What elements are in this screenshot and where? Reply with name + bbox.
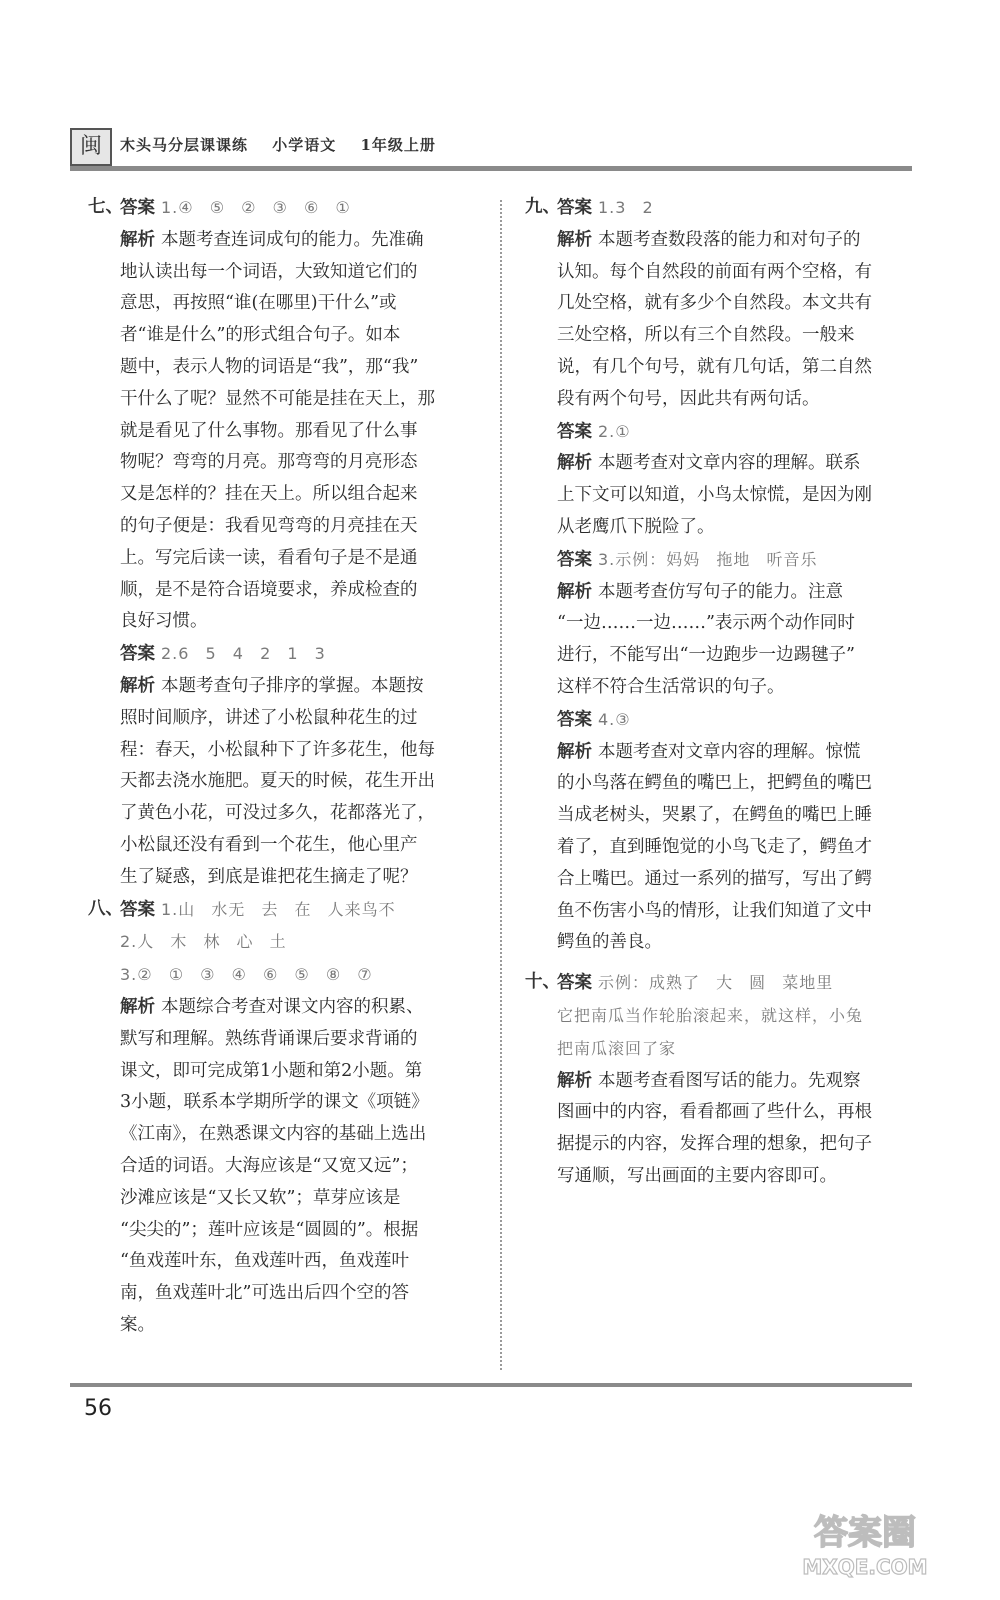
book-title <box>120 134 454 155</box>
explanation-tag: 解析 <box>557 229 592 250</box>
explanation-line-text: 3小题，联系本学期所学的课文《项链》 <box>120 1092 429 1113</box>
text-line <box>557 384 917 416</box>
explanation-line-text: 干什么了呢？显然不可能是挂在天上，那 <box>120 388 435 409</box>
text-line <box>120 447 488 479</box>
explanation-block <box>525 225 917 416</box>
page-number: 56 <box>84 1396 112 1421</box>
section-label: 十、 <box>525 972 560 993</box>
text-line <box>120 384 488 416</box>
answer-tag: 答案 <box>557 198 592 218</box>
explanation-line-text: 上下文可以知道，小鸟太惊慌，是因为刚 <box>557 485 872 506</box>
explanation-line-text: “一边……一边……”表示两个动作同时 <box>557 613 855 634</box>
watermark-text-top: 答案圈 <box>814 1513 916 1553</box>
text-line <box>557 1161 917 1193</box>
explanation-line-text: 程：春天，小松鼠种下了许多花生，他每 <box>120 739 435 760</box>
site-watermark-logo <box>750 1502 980 1582</box>
section-9 <box>525 192 917 959</box>
explanation-block <box>88 671 488 894</box>
section-10 <box>525 967 917 1193</box>
text-line <box>557 352 917 384</box>
answer-value: 2.6 5 4 2 1 3 <box>161 644 326 664</box>
answer-continuation <box>525 1000 917 1066</box>
text-line <box>120 1024 488 1056</box>
answer-tag: 答案 <box>120 198 155 218</box>
text-line <box>120 479 488 511</box>
explanation-line-text: 南，鱼戏莲叶北”可选出后四个空的答 <box>120 1283 409 1304</box>
page-header <box>70 128 912 166</box>
explanation-line-text: 《江南》，在熟悉课文内容的基础上选出 <box>120 1124 427 1145</box>
text-line <box>120 416 488 448</box>
answer-tag: 答案 <box>557 421 592 442</box>
grade-name: 1年级上册 <box>360 136 436 154</box>
explanation-tag: 解析 <box>120 229 155 250</box>
explanation-line-text: 课文，即可完成第1小题和第2小题。第 <box>120 1060 423 1081</box>
answer-tag: 答案 <box>120 644 155 665</box>
answer-value: 2.人 木 林 心 土 <box>120 932 287 952</box>
answer-value: 2.① <box>598 421 631 441</box>
text-line <box>120 1119 488 1151</box>
right-column <box>525 192 917 1193</box>
explanation-line-text: 说，有几个句号，就有几句话，第二自然 <box>557 356 872 377</box>
explanation-line-text: 默写和理解。熟练背诵课后要求背诵的 <box>120 1028 418 1049</box>
explanation-line-text: 本题综合考查对课文内容的积累、 <box>161 996 424 1017</box>
explanation-line-text: 生了疑惑，到底是谁把花生摘走了呢？ <box>120 866 418 887</box>
section-label: 八、 <box>88 898 123 919</box>
answer-tag: 答案 <box>557 549 592 570</box>
text-line <box>120 225 488 257</box>
text-line <box>120 257 488 289</box>
explanation-line-text: 合适的词语。大海应该是“又宽又远”； <box>120 1155 418 1176</box>
text-line <box>557 672 917 704</box>
answer-value: 1.山 水无 去 在 人来鸟不 <box>161 899 396 919</box>
explanation-line-text: 当成老树头，哭累了，在鳄鱼的嘴巴上睡 <box>557 805 872 826</box>
section-label: 九、 <box>525 197 560 217</box>
text-line <box>120 1246 488 1278</box>
explanation-line-text: 案。 <box>120 1314 155 1335</box>
explanation-tag: 解析 <box>120 996 155 1017</box>
explanation-line-text: 题中，表示人物的词语是“我”，那“我” <box>120 356 419 377</box>
text-line <box>557 225 917 257</box>
explanation-line-text: 合上嘴巴。通过一系列的描写，写出了鳄 <box>557 868 872 889</box>
explanation-line-text: 者“谁是什么”的形式组合句子。如本 <box>120 325 401 346</box>
text-line <box>557 1033 917 1066</box>
explanation-line-text: 写通顺，写出画面的主要内容即可。 <box>557 1165 837 1186</box>
text-line <box>557 480 917 512</box>
answer-value: 3.② ① ③ ④ ⑥ ⑤ ⑧ ⑦ <box>120 965 373 985</box>
explanation-line-text: 三处空格，所以有三个自然段。一般来 <box>557 325 855 346</box>
explanation-line-text: 这样不符合生活常识的句子。 <box>557 676 785 697</box>
explanation-tag: 解析 <box>120 675 155 696</box>
text-line <box>120 575 488 607</box>
explanation-line-text: 的小鸟落在鳄鱼的嘴巴上，把鳄鱼的嘴巴 <box>557 773 872 794</box>
text-line <box>120 1215 488 1247</box>
footer-rule <box>70 1383 912 1387</box>
explanation-line-text: 了黄色小花，可没过多久，花都落光了， <box>120 803 435 824</box>
explanation-line-text: 地认读出每一个词语，大致知道它们的 <box>120 261 418 282</box>
explanation-line-text: 意思，再按照“谁(在哪里)干什么”或 <box>120 293 397 314</box>
text-line <box>120 1278 488 1310</box>
header-rule <box>70 166 912 171</box>
text-line <box>557 1129 917 1161</box>
text-line <box>120 1087 488 1119</box>
explanation-line-text: 上。写完后读一读，看看句子是不是通 <box>120 547 418 568</box>
section-8 <box>88 894 488 1342</box>
text-line <box>557 257 917 289</box>
answer-tag: 答案 <box>557 973 592 994</box>
explanation-line-text: 图画中的内容，看看都画了些什么，再根 <box>557 1102 872 1123</box>
explanation-tag: 解析 <box>557 1070 592 1091</box>
explanation-block <box>525 1066 917 1193</box>
text-line <box>120 766 488 798</box>
explanation-line-text: 顺，是不是符合语境要求，养成检查的 <box>120 579 418 600</box>
text-line <box>557 448 917 480</box>
explanation-line-text: “尖尖的”；莲叶应该是“圆圆的”。根据 <box>120 1219 419 1240</box>
answer-value: 4.③ <box>598 709 631 729</box>
answer-value: 3.示例：妈妈 拖地 听音乐 <box>598 549 818 569</box>
text-line <box>557 1000 917 1033</box>
text-line <box>557 1066 917 1098</box>
text-line <box>120 511 488 543</box>
explanation-line-text: 小松鼠还没有看到一个花生，他心里产 <box>120 834 418 855</box>
text-line <box>120 288 488 320</box>
answer-tag: 答案 <box>120 899 155 920</box>
explanation-line-text: “鱼戏莲叶东，鱼戏莲叶西，鱼戏莲叶 <box>120 1251 409 1272</box>
explanation-line-text: 又是怎样的？挂在天上。所以组合起来 <box>120 484 418 505</box>
text-line <box>120 352 488 384</box>
text-line <box>120 606 488 638</box>
text-line <box>120 543 488 575</box>
explanation-line-text: 认知。每个自然段的前面有两个空格，有 <box>557 261 872 282</box>
subject-name: 小学语文 <box>272 136 337 154</box>
explanation-line-text: 的句子便是：我看见弯弯的月亮挂在天 <box>120 515 418 536</box>
column-divider <box>500 200 502 1370</box>
explanation-line-text: 本题考查连词成句的能力。先准确 <box>161 229 424 250</box>
watermark-text-bottom: MXQE.COM <box>802 1555 928 1579</box>
explanation-block <box>88 225 488 638</box>
text-line <box>557 832 917 864</box>
text-line <box>557 608 917 640</box>
explanation-block <box>525 577 917 704</box>
explanation-tag: 解析 <box>557 741 592 762</box>
text-line <box>557 640 917 672</box>
text-line <box>557 927 917 959</box>
explanation-line-text: 从老鹰爪下脱险了。 <box>557 516 715 537</box>
text-line <box>120 830 488 862</box>
explanation-line-text: 着了，直到睡饱觉的小鸟飞走了，鳄鱼才 <box>557 836 872 857</box>
explanation-block <box>88 992 488 1342</box>
text-line <box>120 735 488 767</box>
text-line <box>557 577 917 609</box>
explanation-block <box>525 448 917 543</box>
text-line <box>120 1183 488 1215</box>
text-line <box>557 1097 917 1129</box>
text-line <box>557 768 917 800</box>
explanation-line-text: 沙滩应该是“又长又软”；草芽应该是 <box>120 1187 401 1208</box>
explanation-line-text: 本题考查数段落的能力和对句子的 <box>598 229 861 250</box>
text-line <box>557 288 917 320</box>
text-line <box>557 737 917 769</box>
explanation-tag: 解析 <box>557 453 592 474</box>
explanation-line-text: 本题考查对文章内容的理解。惊慌 <box>598 741 861 762</box>
region-logo: 闽 <box>70 128 112 166</box>
text-line <box>120 1151 488 1183</box>
text-line <box>120 1310 488 1342</box>
explanation-line-text: 鳄鱼的善良。 <box>557 932 662 953</box>
explanation-line-text: 本题考查看图写话的能力。先观察 <box>598 1070 861 1091</box>
explanation-line-text: 段有两个句号，因此共有两句话。 <box>557 388 820 409</box>
text-line <box>557 512 917 544</box>
answer-tag: 答案 <box>557 709 592 730</box>
explanation-block <box>525 737 917 960</box>
explanation-line-text: 几处空格，就有多少个自然段。本文共有 <box>557 293 872 314</box>
answer-value: 1.④ ⑤ ② ③ ⑥ ① <box>161 198 351 217</box>
text-line <box>120 798 488 830</box>
text-line <box>120 992 488 1024</box>
explanation-line-text: 物呢？弯弯的月亮。那弯弯的月亮形态 <box>120 452 418 473</box>
explanation-line-text: 照时间顺序，讲述了小松鼠种花生的过 <box>120 707 418 728</box>
text-line <box>120 320 488 352</box>
left-column <box>88 192 488 1342</box>
answer-line-text: 它把南瓜当作轮胎滚起来，就这样，小兔 <box>557 1005 864 1025</box>
answer-value: 示例：成熟了 大 圆 菜地里 <box>598 973 834 993</box>
answer-value: 1.3 2 <box>598 198 654 217</box>
section-label: 七、 <box>88 197 123 217</box>
text-line <box>120 671 488 703</box>
explanation-line-text: 据提示的内容，发挥合理的想象，把句子 <box>557 1134 872 1155</box>
explanation-line-text: 本题考查仿写句子的能力。注意 <box>598 581 843 602</box>
explanation-line-text: 就是看见了什么事物。那看见了什么事 <box>120 420 418 441</box>
text-line <box>557 800 917 832</box>
text-line <box>557 864 917 896</box>
explanation-line-text: 鱼不伤害小鸟的情形，让我们知道了文中 <box>557 900 872 921</box>
explanation-line-text: 进行，不能写出“一边跑步一边踢毽子” <box>557 645 855 666</box>
explanation-tag: 解析 <box>557 581 592 602</box>
explanation-line-text: 本题考查对文章内容的理解。联系 <box>598 453 861 474</box>
explanation-line-text: 本题考查句子排序的掌握。本题按 <box>161 675 424 696</box>
explanation-line-text: 良好习惯。 <box>120 611 208 632</box>
text-line <box>557 896 917 928</box>
text-line <box>557 320 917 352</box>
answer-line-text: 把南瓜滚回了家 <box>557 1038 677 1058</box>
explanation-line-text: 天都去浇水施肥。夏天的时候，花生开出 <box>120 771 435 792</box>
series-name: 木头马分层课课练 <box>120 136 249 154</box>
text-line <box>120 703 488 735</box>
section-7 <box>88 192 488 894</box>
text-line <box>120 862 488 894</box>
text-line <box>120 1056 488 1088</box>
